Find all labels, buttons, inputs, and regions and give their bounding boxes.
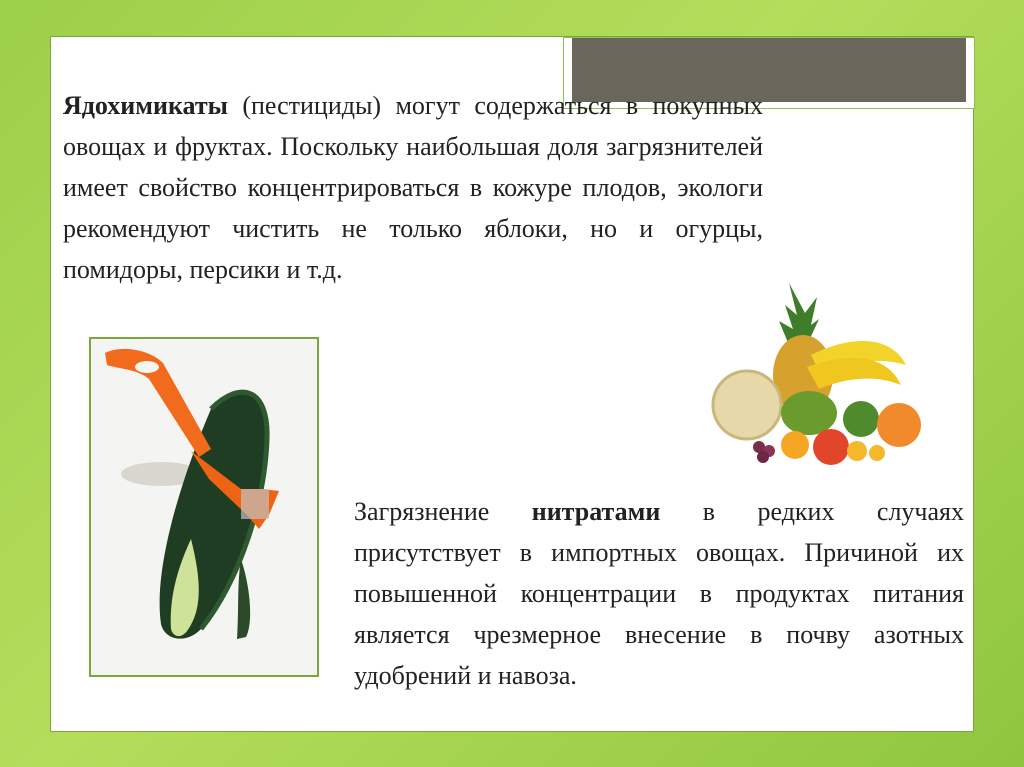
slide-content-frame: [50, 36, 974, 732]
nitrates-paragraph: [354, 491, 964, 696]
cucumber-peeler-illustration: [91, 339, 317, 675]
fruit-assortment-image: [711, 275, 931, 475]
pesticides-paragraph: [63, 85, 763, 290]
nitrates-text-start: Загрязнение: [354, 497, 532, 526]
fruit-assortment-illustration: [711, 275, 931, 475]
pesticides-text: (пестициды) могут содержаться в покупных овощах и фруктах. Поскольку наибольшая доля загрязнителей имеет свойство концентрироваться в кожуре плодов, экологи рекомендуют чистить не только яблоки, но и огурцы, помидоры, персики и т.д.: [63, 91, 763, 284]
nitrates-term: нитратами: [531, 497, 661, 526]
pesticides-term: Ядохимикаты: [63, 91, 228, 120]
nitrates-text: в редких случаях присутствует в импортных овощах. Причиной их повышенной концентрации в продуктах питания является чрезмерное внесение в почву азотных удобрений и навоза.: [354, 497, 964, 690]
cucumber-peeler-image: [89, 337, 319, 677]
